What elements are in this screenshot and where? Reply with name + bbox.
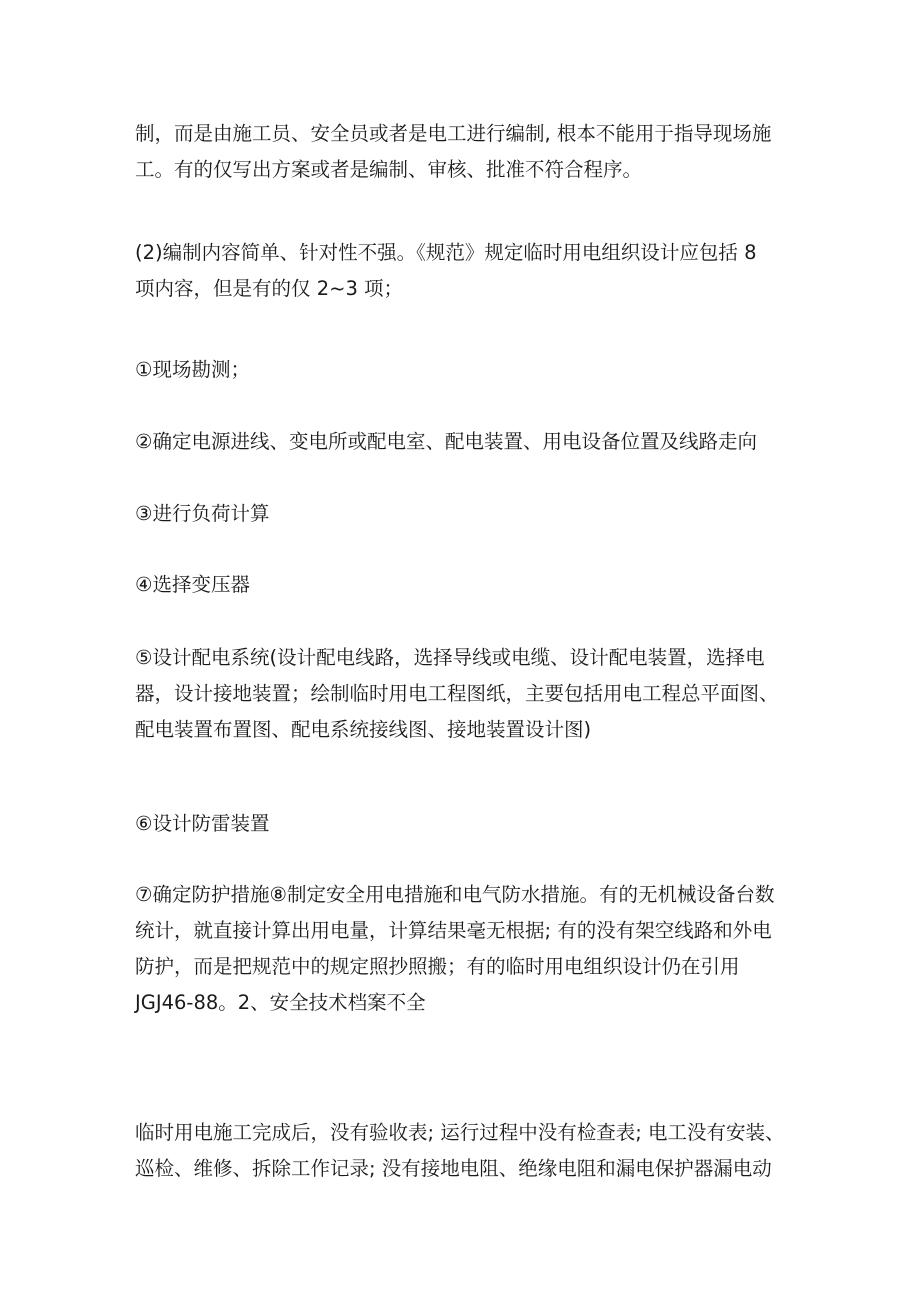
text-line: (2)编制内容简单、针对性不强。《规范》规定临时用电组织设计应包括 8 <box>135 241 757 264</box>
text-line: ②确定电源进线、变电所或配电室、配电装置、用电设备位置及线路走向 <box>135 430 757 453</box>
text-line: 器，设计接地装置；绘制临时用电工程图纸，主要包括用电工程总平面图、 <box>135 682 779 705</box>
list-item-4 <box>135 567 825 603</box>
text-line: 工。有的仅写出方案或者是编制、审核、批准不符合程序。 <box>135 158 643 181</box>
text-line: ⑦确定防护措施⑧制定安全用电措施和电气防水措施。有的无机械设备台数 <box>135 883 775 906</box>
text-line: 配电装置布置图、配电系统接线图、接地装置设计图) <box>135 718 592 741</box>
text-line: 防护，而是把规范中的规定照抄照搬；有的临时用电组织设计仍在引用 <box>135 955 740 978</box>
text-line: JGJ46-88。2、安全技术档案不全 <box>135 991 426 1014</box>
text-line: 项内容，但是有的仅 2~3 项； <box>135 277 404 300</box>
text-line: ①现场勘测； <box>135 358 250 381</box>
text-line: 巡检、维修、拆除工作记录; 没有接地电阻、绝缘电阻和漏电保护器漏电动 <box>135 1157 772 1180</box>
paragraph-preparation-issue <box>135 116 825 188</box>
list-item-7-8 <box>135 877 825 1021</box>
paragraph-content-simple <box>135 235 825 307</box>
text-line: ④选择变压器 <box>135 573 250 596</box>
text-line: ③进行负荷计算 <box>135 502 270 525</box>
list-item-2 <box>135 424 825 460</box>
list-item-1 <box>135 352 825 388</box>
text-line: ⑥设计防雷装置 <box>135 812 270 835</box>
list-item-6 <box>135 806 825 842</box>
text-line: ⑤设计配电系统(设计配电线路，选择导线或电缆、设计配电装置，选择电 <box>135 646 765 669</box>
paragraph-missing-records <box>135 1115 825 1187</box>
list-item-5 <box>135 640 825 748</box>
text-line: 制，而是由施工员、安全员或者是电工进行编制, 根本不能用于指导现场施 <box>135 122 772 145</box>
text-line: 统计，就直接计算出用电量，计算结果毫无根据; 有的没有架空线路和外电 <box>135 919 772 942</box>
list-item-3 <box>135 496 825 532</box>
text-line: 临时用电施工完成后，没有验收表; 运行过程中没有检查表; 电工没有安装、 <box>135 1121 785 1144</box>
